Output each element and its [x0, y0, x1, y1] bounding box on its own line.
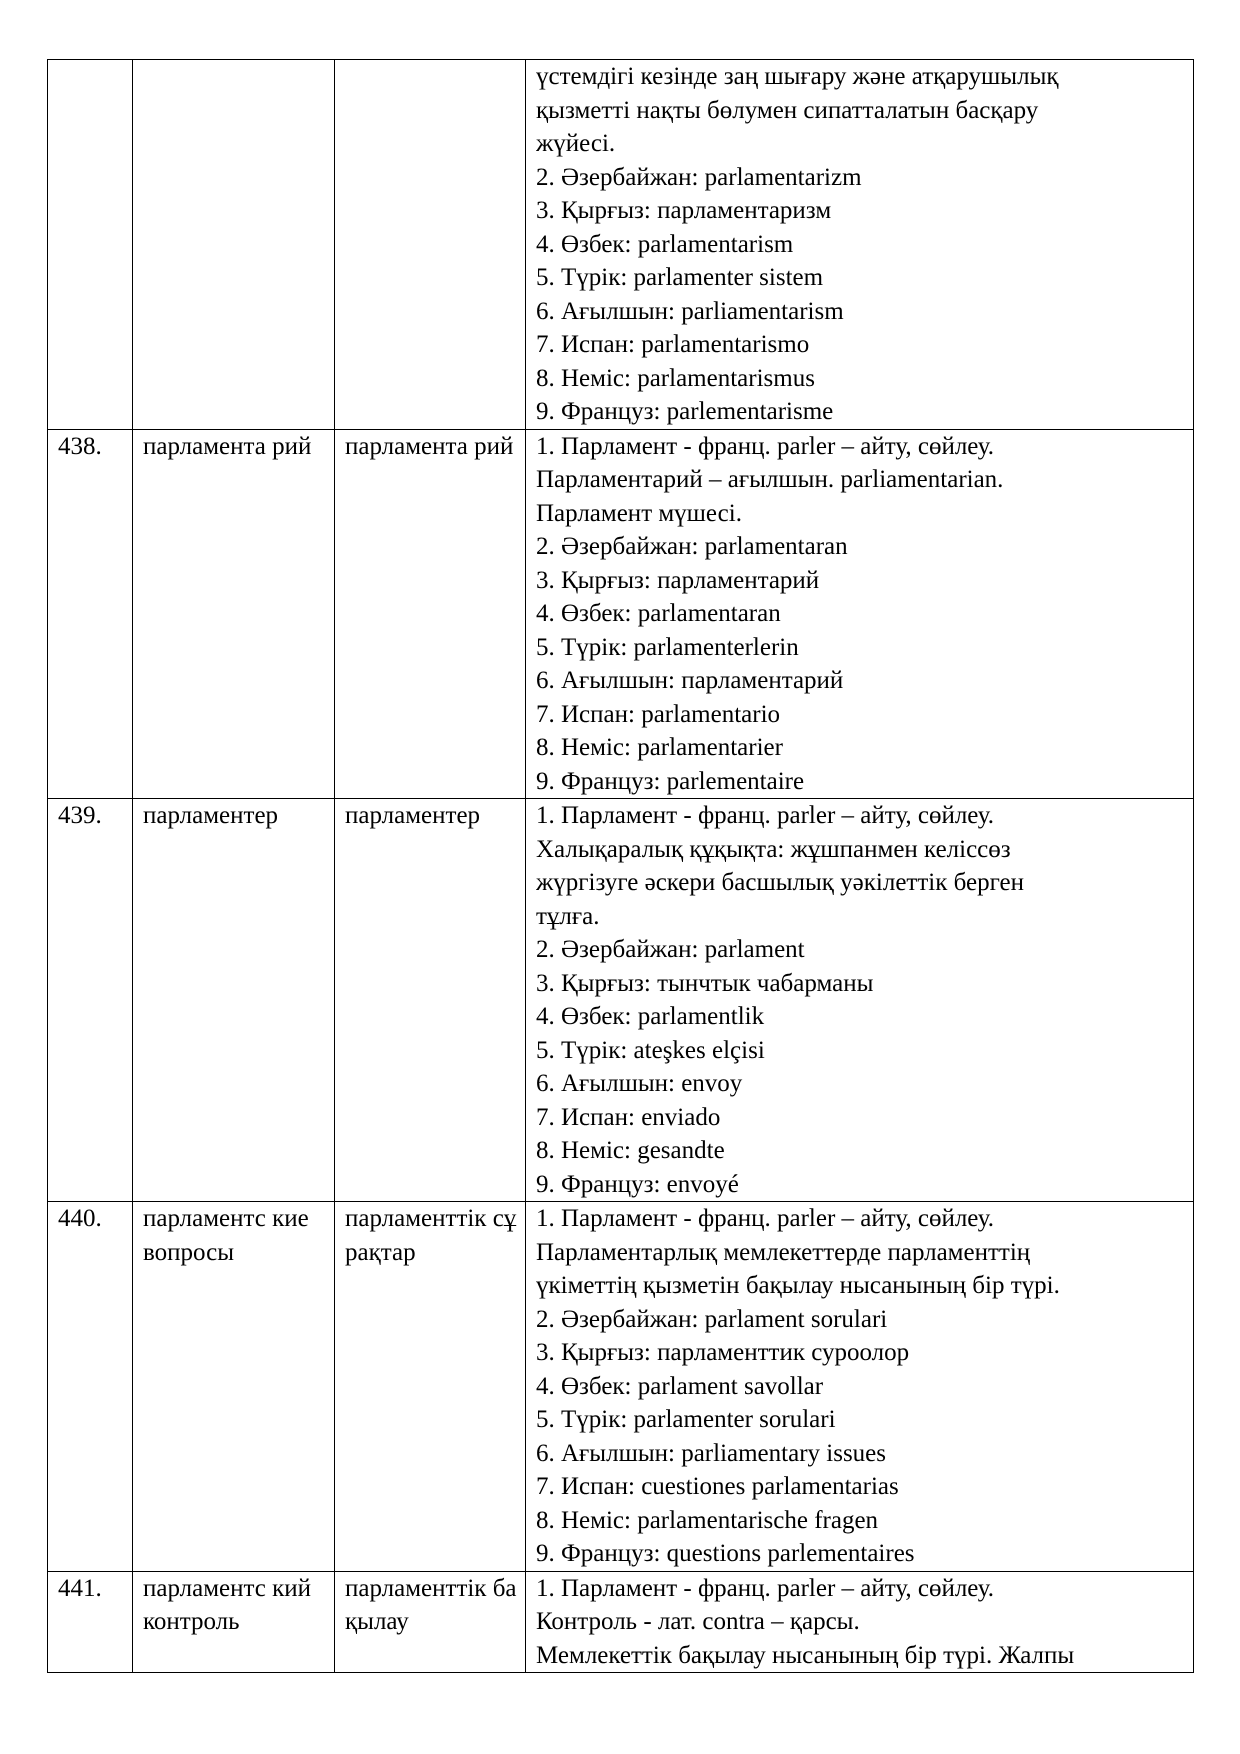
definition-line: 2. Әзербайжан: parlament — [536, 936, 805, 963]
definition-cell — [526, 1571, 1194, 1673]
table-row — [48, 799, 1194, 1202]
entry-number: 439. — [48, 799, 133, 1202]
definition-line: 4. Өзбек: parlamentaran — [536, 600, 781, 627]
definition-cell — [526, 799, 1194, 1202]
kazakh-term: парламентер — [335, 799, 526, 1202]
definition-line: 8. Неміс: parlamentarische fragen — [536, 1506, 879, 1534]
definition-cell — [526, 429, 1194, 799]
definition-line: 6. Ағылшын: envoy — [536, 1070, 743, 1097]
definition-line: 3. Қырғыз: тынчтык чабарманы — [536, 969, 874, 997]
russian-term: парламента рий — [133, 429, 335, 799]
definition-line: 4. Өзбек: parlamentlik — [536, 1003, 765, 1030]
definition-line: 1. Парламент - франц. parler – айту, сөйлеу. — [536, 432, 995, 460]
definition-line: 3. Қырғыз: парламенттик суроолор — [536, 1339, 910, 1366]
definition-line: Парламент мүшесі. — [536, 499, 742, 527]
definition-cell — [526, 1202, 1194, 1572]
definition-line: Халықаралық құқықта: жұшпанмен келіссөз — [536, 835, 1011, 863]
definition-line: 6. Ағылшын: parliamentary issues — [536, 1439, 886, 1467]
definition-line: 1. Парламент - франц. parler – айту, сөйлеу. — [536, 1574, 995, 1602]
definition-line: 8. Неміс: parlamentarier — [536, 734, 783, 761]
entry-number — [48, 60, 133, 430]
definition-line: 6. Ағылшын: parliamentarism — [536, 297, 844, 325]
table-row — [48, 1571, 1194, 1673]
definition-line: үкіметтің қызметін бақылау нысанының бір түрі. — [536, 1272, 1060, 1299]
entry-number: 440. — [48, 1202, 133, 1572]
russian-term — [133, 60, 335, 430]
definition-line: Мемлекеттік бақылау нысанының бір түрі. Жалпы — [536, 1641, 1075, 1669]
definition-line: 7. Испан: parlamentarismo — [536, 331, 810, 358]
definition-line: 8. Неміс: parlamentarismus — [536, 364, 815, 392]
definition-line: Контроль - лат. contra – қарсы. — [536, 1608, 860, 1635]
definition-line: 3. Қырғыз: парламентаризм — [536, 197, 832, 224]
definition-line: 5. Түрік: parlamenter sistem — [536, 264, 824, 291]
definition-line: қызметті нақты бөлумен сипатталатын басқару — [536, 96, 1039, 124]
definition-line: 4. Өзбек: parlament savollar — [536, 1372, 824, 1400]
glossary-table — [47, 59, 1194, 1673]
definition-cell — [526, 60, 1194, 430]
definition-line: тұлға. — [536, 902, 600, 930]
definition-line: 3. Қырғыз: парламентарий — [536, 566, 820, 594]
definition-line: 7. Испан: cuestiones parlamentarias — [536, 1473, 899, 1500]
russian-term: парламентер — [133, 799, 335, 1202]
definition-line: Парламентарий – ағылшын. parliamentarian. — [536, 466, 1004, 493]
definition-line: 9. Француз: parlementaire — [536, 767, 805, 795]
definition-line: 1. Парламент - франц. parler – айту, сөйлеу. — [536, 802, 995, 829]
definition-line: 4. Өзбек: parlamentarism — [536, 230, 794, 258]
definition-line: 5. Түрік: ateşkes elçisi — [536, 1036, 765, 1064]
table-row — [48, 60, 1194, 430]
definition-line: 1. Парламент - франц. parler – айту, сөйлеу. — [536, 1205, 995, 1232]
kazakh-term: парламенттік бақылау — [335, 1571, 526, 1673]
definition-line: 2. Әзербайжан: parlamentarizm — [536, 163, 862, 191]
glossary-table-body — [48, 60, 1194, 1673]
definition-line: 7. Испан: parlamentario — [536, 700, 781, 728]
definition-line: 6. Ағылшын: парламентарий — [536, 667, 844, 694]
definition-line: 9. Француз: questions parlementaires — [536, 1540, 915, 1567]
russian-term: парламентс кий контроль — [133, 1571, 335, 1673]
definition-line: Парламентарлық мемлекеттерде парламенттің — [536, 1238, 1031, 1266]
definition-line: 5. Түрік: parlamenter sorulari — [536, 1406, 836, 1433]
definition-line: 9. Француз: envoyé — [536, 1170, 739, 1198]
definition-line: үстемдігі кезінде заң шығару және атқарушылық — [536, 63, 1059, 90]
table-row — [48, 1202, 1194, 1572]
definition-line: 2. Әзербайжан: parlamentaran — [536, 533, 848, 560]
kazakh-term — [335, 60, 526, 430]
definition-line: 8. Неміс: gesandte — [536, 1137, 725, 1164]
definition-line: 9. Француз: parlementarisme — [536, 398, 834, 425]
entry-number: 441. — [48, 1571, 133, 1673]
definition-line: 7. Испан: enviado — [536, 1103, 721, 1131]
kazakh-term: парламенттік сұрақтар — [335, 1202, 526, 1572]
entry-number: 438. — [48, 429, 133, 799]
definition-line: 2. Әзербайжан: parlament sorulari — [536, 1305, 888, 1333]
table-row — [48, 429, 1194, 799]
definition-line: жүйесі. — [536, 130, 616, 157]
russian-term: парламентс кие вопросы — [133, 1202, 335, 1572]
definition-line: 5. Түрік: parlamenterlerin — [536, 633, 799, 661]
kazakh-term: парламента рий — [335, 429, 526, 799]
definition-line: жүргізуге әскери басшылық уәкілеттік берген — [536, 869, 1025, 896]
